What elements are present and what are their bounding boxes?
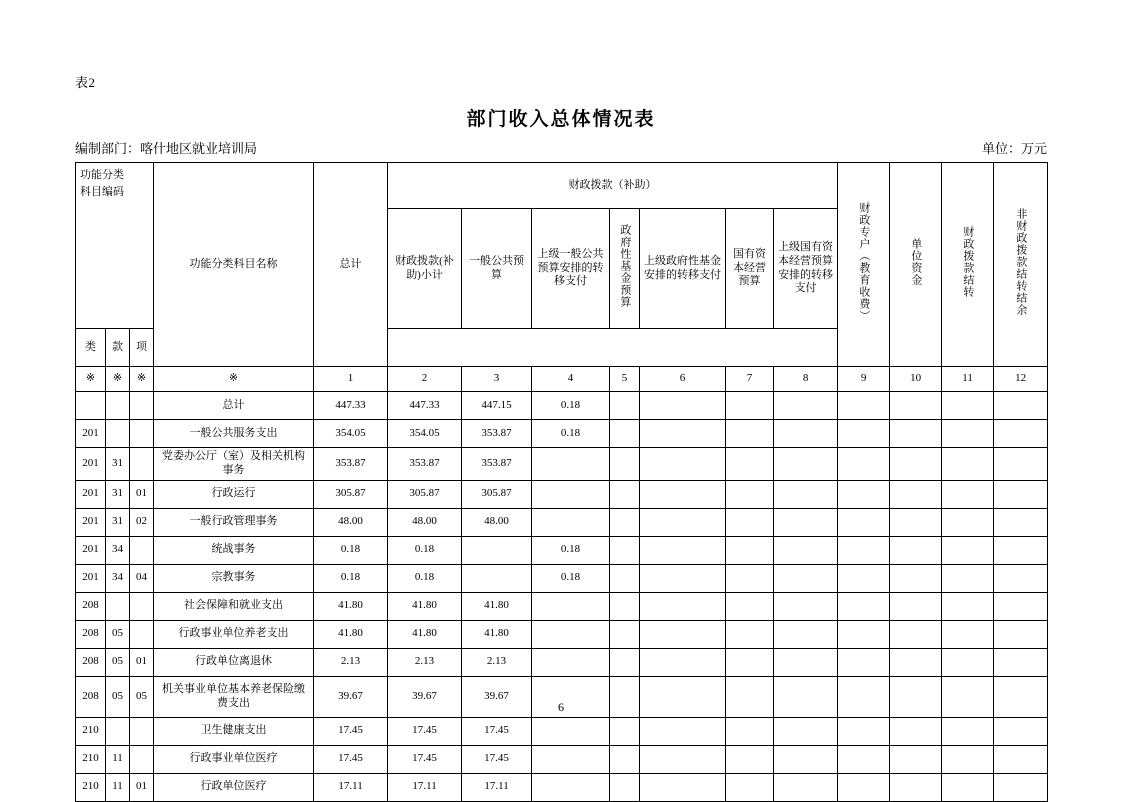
cell-upper-state-capital-transfer	[774, 648, 838, 676]
cell-fiscal-carryover	[942, 592, 994, 620]
cell-fiscal-sub: 354.05	[388, 420, 462, 448]
cell-upper-state-capital-transfer	[774, 508, 838, 536]
cell-unit-funds	[890, 508, 942, 536]
cell-fiscal-carryover	[942, 448, 994, 481]
cell-unit-funds	[890, 420, 942, 448]
cell-nonfiscal-carryover	[994, 592, 1048, 620]
cell-nonfiscal-carryover	[994, 717, 1048, 745]
cell-total: 41.80	[314, 592, 388, 620]
cell-state-capital	[726, 536, 774, 564]
cell-upper-state-capital-transfer	[774, 564, 838, 592]
cell-public-budget: 353.87	[462, 420, 532, 448]
num-upper-gov-fund-transfer: 6	[640, 367, 726, 392]
cell-upper-public-transfer: 0.18	[532, 564, 610, 592]
cell-fiscal-carryover	[942, 480, 994, 508]
cell-gov-fund-budget	[610, 773, 640, 801]
num-public-budget: 3	[462, 367, 532, 392]
cell-upper-public-transfer	[532, 592, 610, 620]
cell-upper-gov-fund-transfer	[640, 745, 726, 773]
cell-kuan: 05	[106, 620, 130, 648]
cell-upper-public-transfer	[532, 745, 610, 773]
header-nonfiscal-carryover: 非财政拨款结转结余	[994, 163, 1048, 367]
cell-state-capital	[726, 773, 774, 801]
num-state-capital: 7	[726, 367, 774, 392]
cell-upper-gov-fund-transfer	[640, 773, 726, 801]
cell-kuan: 11	[106, 773, 130, 801]
cell-unit-funds	[890, 773, 942, 801]
cell-subject-name: 社会保障和就业支出	[154, 592, 314, 620]
cell-lei: 210	[76, 717, 106, 745]
cell-unit-funds	[890, 592, 942, 620]
cell-total: 353.87	[314, 448, 388, 481]
cell-state-capital	[726, 717, 774, 745]
cell-upper-gov-fund-transfer	[640, 448, 726, 481]
cell-public-budget: 305.87	[462, 480, 532, 508]
header-state-capital: 国有资本经营预算	[726, 209, 774, 329]
cell-fiscal-sub: 353.87	[388, 448, 462, 481]
table-row	[76, 773, 1048, 801]
cell-upper-state-capital-transfer	[774, 480, 838, 508]
cell-fiscal-special	[838, 508, 890, 536]
cell-subject-name: 行政单位离退休	[154, 648, 314, 676]
cell-xiang	[130, 745, 154, 773]
cell-nonfiscal-carryover	[994, 620, 1048, 648]
cell-unit-funds	[890, 620, 942, 648]
cell-xiang	[130, 592, 154, 620]
cell-nonfiscal-carryover	[994, 420, 1048, 448]
cell-fiscal-sub: 39.67	[388, 676, 462, 717]
num-fiscal-carryover: 11	[942, 367, 994, 392]
cell-lei: 210	[76, 773, 106, 801]
cell-lei: 201	[76, 508, 106, 536]
cell-fiscal-sub: 17.45	[388, 745, 462, 773]
cell-fiscal-special	[838, 536, 890, 564]
cell-public-budget: 447.15	[462, 392, 532, 420]
cell-upper-gov-fund-transfer	[640, 564, 726, 592]
cell-total: 447.33	[314, 392, 388, 420]
cell-kuan: 31	[106, 508, 130, 536]
cell-fiscal-special	[838, 717, 890, 745]
cell-state-capital	[726, 620, 774, 648]
cell-subject-name: 卫生健康支出	[154, 717, 314, 745]
header-unit-funds: 单位资金	[890, 163, 942, 367]
cell-fiscal-carryover	[942, 392, 994, 420]
cell-fiscal-sub: 41.80	[388, 620, 462, 648]
department-label: 编制部门：喀什地区就业培训局	[75, 141, 258, 156]
cell-upper-public-transfer	[532, 773, 610, 801]
cell-state-capital	[726, 745, 774, 773]
cell-upper-public-transfer	[532, 717, 610, 745]
cell-total: 305.87	[314, 480, 388, 508]
cell-subject-name: 总计	[154, 392, 314, 420]
cell-fiscal-sub: 17.11	[388, 773, 462, 801]
cell-public-budget: 41.80	[462, 620, 532, 648]
cell-kuan: 05	[106, 676, 130, 717]
table-row	[76, 480, 1048, 508]
cell-fiscal-special	[838, 448, 890, 481]
cell-fiscal-sub: 48.00	[388, 508, 462, 536]
cell-gov-fund-budget	[610, 508, 640, 536]
cell-state-capital	[726, 508, 774, 536]
cell-upper-gov-fund-transfer	[640, 508, 726, 536]
cell-fiscal-sub: 0.18	[388, 564, 462, 592]
cell-state-capital	[726, 648, 774, 676]
cell-public-budget: 17.11	[462, 773, 532, 801]
cell-nonfiscal-carryover	[994, 536, 1048, 564]
header-public-budget: 一般公共预算	[462, 209, 532, 329]
cell-public-budget: 17.45	[462, 717, 532, 745]
cell-public-budget: 2.13	[462, 648, 532, 676]
cell-upper-public-transfer	[532, 448, 610, 481]
table-row	[76, 592, 1048, 620]
cell-state-capital	[726, 592, 774, 620]
cell-gov-fund-budget	[610, 745, 640, 773]
cell-upper-state-capital-transfer	[774, 717, 838, 745]
page-number: 6	[558, 700, 564, 714]
header-subject-name: 功能分类科目名称	[154, 163, 314, 367]
cell-upper-gov-fund-transfer	[640, 592, 726, 620]
header-fiscal-sub: 财政拨款(补助)小计	[388, 209, 462, 329]
cell-subject-name: 行政单位医疗	[154, 773, 314, 801]
cell-gov-fund-budget	[610, 448, 640, 481]
cell-unit-funds	[890, 536, 942, 564]
num-unit-funds: 10	[890, 367, 942, 392]
cell-subject-name: 一般行政管理事务	[154, 508, 314, 536]
header-lei: 类	[76, 329, 106, 367]
cell-xiang: 02	[130, 508, 154, 536]
table-row	[76, 745, 1048, 773]
cell-kuan	[106, 717, 130, 745]
table-row	[76, 392, 1048, 420]
cell-kuan: 31	[106, 480, 130, 508]
cell-upper-gov-fund-transfer	[640, 717, 726, 745]
cell-fiscal-special	[838, 620, 890, 648]
header-kuan: 款	[106, 329, 130, 367]
cell-lei: 201	[76, 564, 106, 592]
header-fiscal-carryover: 财政拨款结转	[942, 163, 994, 367]
cell-upper-gov-fund-transfer	[640, 536, 726, 564]
table-numbering-row	[76, 367, 1048, 392]
cell-upper-public-transfer	[532, 648, 610, 676]
cell-total: 0.18	[314, 536, 388, 564]
cell-kuan: 31	[106, 448, 130, 481]
cell-total: 48.00	[314, 508, 388, 536]
cell-xiang: 01	[130, 773, 154, 801]
cell-xiang: 05	[130, 676, 154, 717]
cell-subject-name: 行政事业单位养老支出	[154, 620, 314, 648]
table-row	[76, 717, 1048, 745]
table-header-row-top	[76, 163, 1048, 209]
cell-total: 41.80	[314, 620, 388, 648]
cell-fiscal-carryover	[942, 773, 994, 801]
cell-total: 2.13	[314, 648, 388, 676]
cell-kuan	[106, 420, 130, 448]
num-upper-state-capital-transfer: 8	[774, 367, 838, 392]
cell-upper-gov-fund-transfer	[640, 620, 726, 648]
cell-xiang	[130, 448, 154, 481]
page-title: 部门收入总体情况表	[466, 109, 656, 130]
cell-fiscal-special	[838, 480, 890, 508]
table-body	[76, 392, 1048, 802]
cell-upper-state-capital-transfer	[774, 448, 838, 481]
cell-gov-fund-budget	[610, 536, 640, 564]
cell-fiscal-special	[838, 564, 890, 592]
cell-total: 17.45	[314, 745, 388, 773]
cell-xiang	[130, 536, 154, 564]
cell-fiscal-carryover	[942, 717, 994, 745]
cell-nonfiscal-carryover	[994, 648, 1048, 676]
unit-label: 单位：万元	[981, 141, 1047, 156]
cell-fiscal-special	[838, 420, 890, 448]
cell-fiscal-special	[838, 745, 890, 773]
table-row	[76, 648, 1048, 676]
cell-upper-state-capital-transfer	[774, 773, 838, 801]
cell-state-capital	[726, 480, 774, 508]
cell-total: 354.05	[314, 420, 388, 448]
cell-subject-name: 一般公共服务支出	[154, 420, 314, 448]
cell-subject-name: 行政运行	[154, 480, 314, 508]
cell-fiscal-special	[838, 592, 890, 620]
header-upper-gov-fund-transfer: 上级政府性基金安排的转移支付	[640, 209, 726, 329]
cell-upper-public-transfer: 0.18	[532, 420, 610, 448]
header-classification-code: 功能分类 科目编码	[76, 163, 154, 329]
cell-public-budget	[462, 564, 532, 592]
table-row	[76, 564, 1048, 592]
cell-state-capital	[726, 420, 774, 448]
cell-nonfiscal-carryover	[994, 508, 1048, 536]
cell-public-budget: 353.87	[462, 448, 532, 481]
num-nonfiscal-carryover: 12	[994, 367, 1048, 392]
cell-fiscal-sub: 2.13	[388, 648, 462, 676]
cell-unit-funds	[890, 392, 942, 420]
cell-fiscal-special	[838, 648, 890, 676]
num-name: ※	[154, 367, 314, 392]
cell-fiscal-sub: 305.87	[388, 480, 462, 508]
cell-gov-fund-budget	[610, 392, 640, 420]
cell-lei: 201	[76, 480, 106, 508]
cell-xiang: 01	[130, 480, 154, 508]
cell-lei: 201	[76, 420, 106, 448]
meta-row	[75, 138, 1047, 157]
cell-gov-fund-budget	[610, 592, 640, 620]
cell-xiang: 04	[130, 564, 154, 592]
cell-lei: 210	[76, 745, 106, 773]
cell-fiscal-special	[838, 392, 890, 420]
cell-nonfiscal-carryover	[994, 480, 1048, 508]
num-xiang: ※	[130, 367, 154, 392]
cell-kuan: 05	[106, 648, 130, 676]
cell-upper-state-capital-transfer	[774, 745, 838, 773]
cell-kuan: 34	[106, 564, 130, 592]
cell-lei: 208	[76, 620, 106, 648]
cell-lei: 208	[76, 592, 106, 620]
cell-upper-public-transfer	[532, 508, 610, 536]
cell-state-capital	[726, 448, 774, 481]
cell-state-capital	[726, 564, 774, 592]
header-total: 总计	[314, 163, 388, 367]
cell-xiang: 01	[130, 648, 154, 676]
table-row	[76, 620, 1048, 648]
cell-upper-state-capital-transfer	[774, 620, 838, 648]
cell-nonfiscal-carryover	[994, 448, 1048, 481]
cell-upper-state-capital-transfer	[774, 592, 838, 620]
cell-total: 17.11	[314, 773, 388, 801]
cell-fiscal-carryover	[942, 420, 994, 448]
cell-total: 39.67	[314, 676, 388, 717]
num-fiscal-sub: 2	[388, 367, 462, 392]
cell-kuan	[106, 392, 130, 420]
num-fiscal-special: 9	[838, 367, 890, 392]
cell-upper-public-transfer: 0.18	[532, 536, 610, 564]
cell-lei: 201	[76, 448, 106, 481]
cell-upper-state-capital-transfer	[774, 392, 838, 420]
cell-subject-name: 宗教事务	[154, 564, 314, 592]
cell-upper-state-capital-transfer	[774, 536, 838, 564]
cell-upper-gov-fund-transfer	[640, 420, 726, 448]
header-fiscal-group: 财政拨款（补助）	[388, 163, 838, 209]
cell-fiscal-carryover	[942, 620, 994, 648]
table-row	[76, 448, 1048, 481]
num-gov-fund-budget: 5	[610, 367, 640, 392]
header-gov-fund-budget: 政府性基金预算	[610, 209, 640, 329]
cell-unit-funds	[890, 448, 942, 481]
cell-fiscal-carryover	[942, 564, 994, 592]
cell-nonfiscal-carryover	[994, 745, 1048, 773]
cell-public-budget: 41.80	[462, 592, 532, 620]
cell-gov-fund-budget	[610, 620, 640, 648]
header-upper-public-transfer: 上级一般公共预算安排的转移支付	[532, 209, 610, 329]
cell-public-budget: 48.00	[462, 508, 532, 536]
cell-total: 0.18	[314, 564, 388, 592]
header-fiscal-special: 财政专户（教育收费）	[838, 163, 890, 367]
cell-nonfiscal-carryover	[994, 564, 1048, 592]
cell-fiscal-sub: 447.33	[388, 392, 462, 420]
header-xiang: 项	[130, 329, 154, 367]
cell-nonfiscal-carryover	[994, 773, 1048, 801]
num-upper-public-transfer: 4	[532, 367, 610, 392]
cell-lei	[76, 392, 106, 420]
cell-gov-fund-budget	[610, 564, 640, 592]
cell-fiscal-carryover	[942, 648, 994, 676]
cell-unit-funds	[890, 745, 942, 773]
cell-unit-funds	[890, 564, 942, 592]
cell-gov-fund-budget	[610, 480, 640, 508]
cell-subject-name: 统战事务	[154, 536, 314, 564]
table-row	[76, 420, 1048, 448]
cell-xiang	[130, 620, 154, 648]
cell-gov-fund-budget	[610, 420, 640, 448]
cell-fiscal-carryover	[942, 536, 994, 564]
cell-xiang	[130, 420, 154, 448]
cell-upper-gov-fund-transfer	[640, 392, 726, 420]
cell-public-budget: 17.45	[462, 745, 532, 773]
cell-public-budget: 39.67	[462, 676, 532, 717]
cell-upper-state-capital-transfer	[774, 420, 838, 448]
cell-fiscal-sub: 0.18	[388, 536, 462, 564]
cell-total: 17.45	[314, 717, 388, 745]
cell-subject-name: 行政事业单位医疗	[154, 745, 314, 773]
cell-fiscal-carryover	[942, 745, 994, 773]
cell-fiscal-carryover	[942, 508, 994, 536]
cell-public-budget	[462, 536, 532, 564]
cell-xiang	[130, 392, 154, 420]
sheet-label: 表2	[75, 75, 96, 90]
cell-gov-fund-budget	[610, 648, 640, 676]
cell-unit-funds	[890, 717, 942, 745]
cell-state-capital	[726, 392, 774, 420]
num-total: 1	[314, 367, 388, 392]
table-row	[76, 508, 1048, 536]
cell-lei: 208	[76, 648, 106, 676]
cell-fiscal-sub: 41.80	[388, 592, 462, 620]
num-kuan: ※	[106, 367, 130, 392]
cell-upper-gov-fund-transfer	[640, 480, 726, 508]
cell-unit-funds	[890, 648, 942, 676]
table-row	[76, 536, 1048, 564]
cell-subject-name: 党委办公厅（室）及相关机构事务	[154, 448, 314, 481]
cell-upper-public-transfer	[532, 480, 610, 508]
cell-kuan: 11	[106, 745, 130, 773]
cell-subject-name: 机关事业单位基本养老保险缴费支出	[154, 676, 314, 717]
cell-xiang	[130, 717, 154, 745]
cell-kuan: 34	[106, 536, 130, 564]
cell-nonfiscal-carryover	[994, 392, 1048, 420]
cell-unit-funds	[890, 480, 942, 508]
cell-upper-public-transfer	[532, 620, 610, 648]
num-lei: ※	[76, 367, 106, 392]
cell-gov-fund-budget	[610, 717, 640, 745]
cell-upper-gov-fund-transfer	[640, 648, 726, 676]
cell-fiscal-special	[838, 773, 890, 801]
cell-upper-public-transfer: 0.18	[532, 392, 610, 420]
cell-kuan	[106, 592, 130, 620]
cell-lei: 208	[76, 676, 106, 717]
header-upper-state-capital-transfer: 上级国有资本经营预算安排的转移支付	[774, 209, 838, 329]
cell-lei: 201	[76, 536, 106, 564]
cell-fiscal-sub: 17.45	[388, 717, 462, 745]
